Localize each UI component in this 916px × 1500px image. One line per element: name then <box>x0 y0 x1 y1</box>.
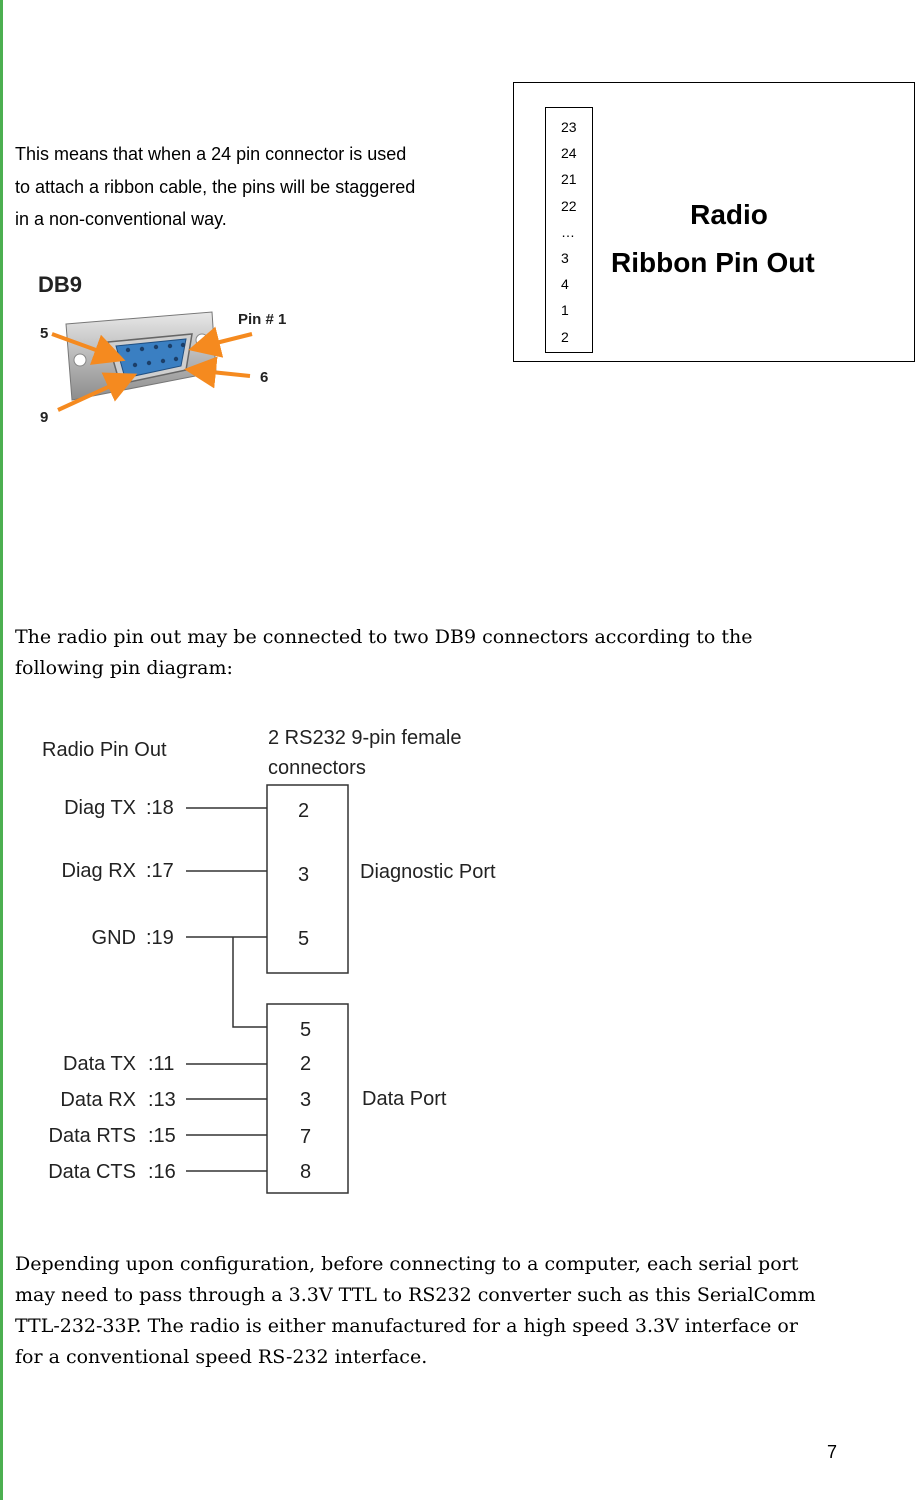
data-db9-pin: 8 <box>300 1161 312 1183</box>
config-paragraph <box>15 1249 816 1373</box>
ribbon-pin: 2 <box>561 328 569 345</box>
ribbon-title-pinout: Ribbon Pin Out <box>611 247 815 278</box>
ribbon-pinout-box <box>513 82 915 362</box>
ribbon-pin: 24 <box>561 145 577 162</box>
ribbon-pin: 3 <box>561 250 569 267</box>
data-db9-pin: 5 <box>300 1019 312 1041</box>
config-line: Depending upon configuration, before connecting to a computer, each serial port <box>15 1253 799 1275</box>
diag-db9-pin: 5 <box>298 928 310 950</box>
db9-label-pin1: Pin # 1 <box>238 311 287 328</box>
db9-screw-hole <box>74 354 86 366</box>
db9-title: DB9 <box>38 272 83 297</box>
diag-radio-pin: :18 <box>146 797 174 819</box>
data-signal: Data RTS <box>48 1125 136 1147</box>
data-db9-pin: 2 <box>300 1053 312 1075</box>
db9-label-5: 5 <box>40 325 49 342</box>
ribbon-pin: 1 <box>561 302 569 319</box>
diag-signal: Diag RX <box>61 860 136 882</box>
config-line: TTL-232-33P. The radio is either manufactured for a high speed 3.3V interface or <box>15 1315 798 1337</box>
pin-wiring-diagram <box>0 715 560 1205</box>
data-radio-pin: :15 <box>148 1125 176 1147</box>
diag-signal: GND <box>91 927 136 949</box>
diag-db9-pin: 2 <box>298 800 310 822</box>
pin-diagram-intro <box>15 622 753 684</box>
ribbon-pin: 4 <box>561 276 569 293</box>
ribbon-pin: … <box>561 223 575 240</box>
ribbon-pin: 23 <box>561 119 577 135</box>
diagram-wires <box>186 808 267 1171</box>
intro-line: to attach a ribbon cable, the pins will be staggered <box>15 176 416 197</box>
ribbon-title-radio: Radio <box>690 199 768 230</box>
db9-connector-image <box>30 262 320 432</box>
diag-radio-pin: :19 <box>146 927 174 949</box>
intro-line: in a non-conventional way. <box>15 209 227 229</box>
diagram-header-right: connectors <box>268 757 366 779</box>
intro-paragraph <box>15 138 495 236</box>
data-radio-pin: :13 <box>148 1089 176 1111</box>
data-radio-pin: :16 <box>148 1161 176 1183</box>
diagram-header-left: Radio Pin Out <box>42 739 167 761</box>
diag-radio-pin: :17 <box>146 860 174 882</box>
config-line: for a conventional speed RS-232 interface. <box>15 1346 428 1368</box>
diag-signal: Diag TX <box>64 797 136 819</box>
data-signal: Data CTS <box>48 1161 136 1183</box>
pin-intro-line: following pin diagram: <box>15 657 233 679</box>
diag-port-label: Diagnostic Port <box>360 861 496 883</box>
data-port-label: Data Port <box>362 1088 447 1110</box>
data-db9-pin: 7 <box>300 1126 312 1148</box>
diagram-header-right: 2 RS232 9-pin female <box>268 727 462 749</box>
intro-line: This means that when a 24 pin connector is used <box>15 144 407 164</box>
data-radio-pin: :11 <box>148 1053 175 1075</box>
db9-label-6: 6 <box>260 369 269 386</box>
data-signal: Data TX <box>63 1053 136 1075</box>
config-line: may need to pass through a 3.3V TTL to RS232 converter such as this SerialComm <box>15 1284 816 1306</box>
db9-label-9: 9 <box>40 409 49 426</box>
pin-intro-line: The radio pin out may be connected to two DB9 connectors according to the <box>15 626 753 648</box>
page-number: 7 <box>827 1442 838 1462</box>
ribbon-pin: 22 <box>561 197 577 214</box>
data-signal: Data RX <box>60 1089 136 1111</box>
diag-db9-pin: 3 <box>298 864 310 886</box>
data-db9-pin: 3 <box>300 1089 312 1111</box>
ribbon-pin: 21 <box>561 171 577 188</box>
